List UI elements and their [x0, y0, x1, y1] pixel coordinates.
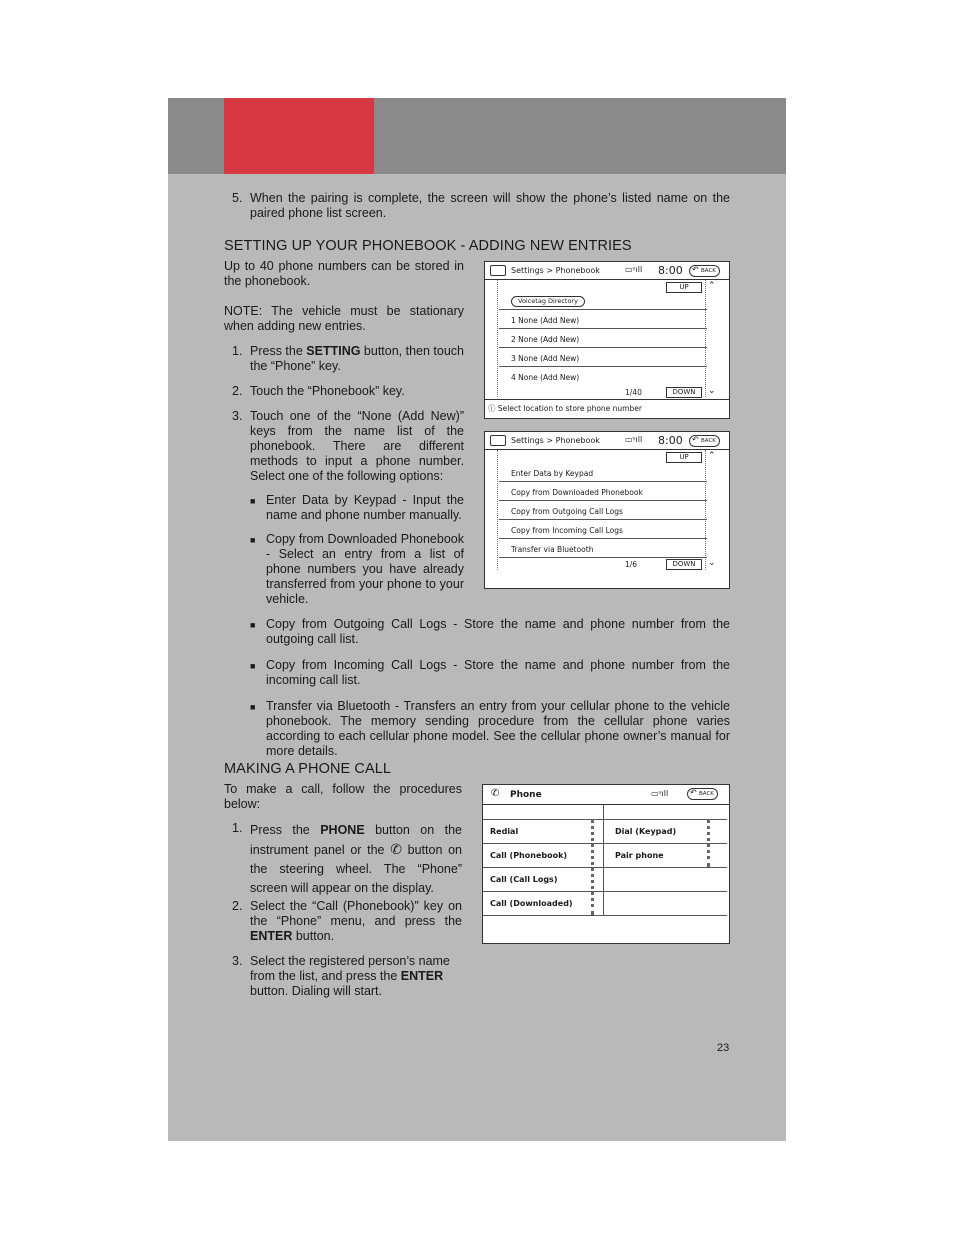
- phonebook-screen: [484, 261, 730, 419]
- step-2-text: Touch the “Phonebook” key.: [250, 384, 405, 398]
- list-item[interactable]: 2 None (Add New): [499, 329, 707, 348]
- scroll-down-icon[interactable]: ⌄: [708, 386, 716, 396]
- call-downloaded-button[interactable]: Call (Downloaded): [490, 899, 573, 908]
- pair-phone-button[interactable]: Pair phone: [615, 851, 664, 860]
- redial-button[interactable]: Redial: [490, 827, 519, 836]
- bullet-keypad: Enter Data by Keypad - Input the name and phone number manually.: [266, 493, 464, 522]
- list-item[interactable]: Enter Data by Keypad: [499, 463, 707, 482]
- settings-icon: [490, 435, 506, 446]
- battery-signal-icon: ▭ᵞıll: [651, 789, 669, 798]
- add-entry-screen: [484, 431, 730, 589]
- divider: [483, 915, 727, 916]
- call-step-2-number: 2.: [232, 899, 243, 913]
- clock: 8:00: [658, 264, 683, 277]
- call-step-3-text: Select the registered person’s name from the list, and press the ENTER button. Dialing will start.: [250, 954, 450, 998]
- bullet-marker: ■: [250, 620, 256, 630]
- section-tab: [224, 98, 374, 174]
- bullet-marker: ■: [250, 496, 256, 506]
- up-button[interactable]: UP: [666, 452, 702, 463]
- bullet-marker: ■: [250, 661, 256, 671]
- page-number: 23: [717, 1042, 730, 1054]
- screen-title: Phone: [510, 790, 542, 800]
- back-arrow-icon: ↶: [692, 435, 699, 444]
- call-intro: To make a call, follow the procedures below:: [224, 782, 462, 811]
- divider: [483, 819, 727, 820]
- phone-handset-icon: ✆: [390, 841, 402, 857]
- dial-keypad-button[interactable]: Dial (Keypad): [615, 827, 677, 836]
- left-scroll-track: [485, 450, 498, 570]
- back-arrow-icon: ↶: [692, 265, 699, 274]
- call-step-1-number: 1.: [232, 821, 243, 835]
- list-item[interactable]: Transfer via Bluetooth: [499, 539, 707, 558]
- column-divider: [603, 805, 604, 915]
- call-heading: MAKING A PHONE CALL: [224, 761, 392, 777]
- battery-signal-icon: ▭ᵞıll: [625, 435, 643, 444]
- right-column-scrollbar[interactable]: [707, 819, 713, 867]
- clock: 8:00: [658, 434, 683, 447]
- voicetag-row: [499, 293, 707, 310]
- step-3-number: 3.: [232, 409, 243, 423]
- step-1-number: 1.: [232, 344, 243, 358]
- list-item[interactable]: 1 None (Add New): [499, 310, 707, 329]
- back-button[interactable]: ↶ BACK: [689, 435, 720, 447]
- call-step-2-text: Select the “Call (Phonebook)” key on the “Phone” menu, and press the ENTER button.: [250, 899, 462, 943]
- call-step-3-number: 3.: [232, 954, 243, 968]
- list-item[interactable]: Copy from Outgoing Call Logs: [499, 501, 707, 520]
- back-button[interactable]: ↶ BACK: [689, 265, 720, 277]
- screen-header: [485, 262, 729, 280]
- bullet-marker: ■: [250, 702, 256, 712]
- step-5-number: 5.: [232, 191, 243, 205]
- call-step-1-text: Press the PHONE button on the instrument panel or the ✆ button on the steering wheel. The “Phone” screen will appear on the display.: [250, 823, 462, 895]
- screen-title: Settings > Phonebook: [511, 436, 600, 445]
- bullet-incoming: Copy from Incoming Call Logs - Store the name and phone number from the incoming call list.: [266, 658, 730, 687]
- divider: [483, 891, 727, 892]
- phonebook-intro: Up to 40 phone numbers can be stored in the phonebook.: [224, 259, 464, 288]
- phonebook-heading: SETTING UP YOUR PHONEBOOK - ADDING NEW ENTRIES: [224, 238, 632, 254]
- step-3-text: Touch one of the “None (Add New)” keys from the name list of the phonebook. There are different methods to input a phone number. Select one of the following options:: [250, 409, 464, 483]
- list-item[interactable]: Copy from Downloaded Phonebook: [499, 482, 707, 501]
- list-item[interactable]: Copy from Incoming Call Logs: [499, 520, 707, 539]
- phone-icon: ✆: [491, 788, 500, 799]
- bullet-marker: ■: [250, 535, 256, 545]
- manual-page: [168, 98, 786, 1141]
- phonebook-note: NOTE: The vehicle must be stationary when adding new entries.: [224, 304, 464, 333]
- call-call-logs-button[interactable]: Call (Call Logs): [490, 875, 558, 884]
- info-icon: ⓘ: [488, 404, 496, 413]
- divider: [483, 867, 727, 868]
- down-button[interactable]: DOWN: [666, 559, 702, 570]
- screen-header: [483, 785, 729, 805]
- bullet-bluetooth: Transfer via Bluetooth - Transfers an entry from your cellular phone to the vehicle phonebook. The memory sending procedure from the cellular phone varies according to each cellular phone model. See the cellular phone owner’s manual for more details.: [266, 699, 730, 758]
- battery-signal-icon: ▭ᵞıll: [625, 265, 643, 274]
- back-arrow-icon: ↶: [690, 788, 697, 797]
- status-footer: ⓘ Select location to store phone number: [488, 404, 642, 413]
- down-button[interactable]: DOWN: [666, 387, 702, 398]
- item-count: 1/40: [625, 388, 642, 397]
- step-5-text: When the pairing is complete, the screen will show the phone’s listed name on the paired phone list screen.: [250, 191, 730, 220]
- phone-menu-screen: [482, 784, 730, 944]
- list-item[interactable]: 3 None (Add New): [499, 348, 707, 367]
- list-item[interactable]: 4 None (Add New): [511, 373, 580, 382]
- voicetag-directory-button[interactable]: Voicetag Directory: [511, 296, 585, 307]
- step-2-number: 2.: [232, 384, 243, 398]
- item-count: 1/6: [625, 560, 638, 569]
- scroll-up-icon[interactable]: ⌃: [708, 451, 716, 461]
- divider: [483, 843, 727, 844]
- call-phonebook-button[interactable]: Call (Phonebook): [490, 851, 568, 860]
- step-1-text: Press the SETTING button, then touch the “Phone” key.: [250, 344, 465, 373]
- settings-icon: [490, 265, 506, 276]
- scroll-down-icon[interactable]: ⌄: [708, 558, 716, 568]
- screen-header: [485, 432, 729, 450]
- bullet-outgoing: Copy from Outgoing Call Logs - Store the name and phone number from the outgoing call list.: [266, 617, 730, 646]
- screen-title: Settings > Phonebook: [511, 266, 600, 275]
- up-button[interactable]: UP: [666, 282, 702, 293]
- scroll-up-icon[interactable]: ⌃: [708, 281, 716, 291]
- bullet-downloaded: Copy from Downloaded Phonebook - Select an entry from a list of phone numbers you have already transferred from your phone to your vehicle.: [266, 532, 464, 606]
- left-scroll-track: [485, 280, 498, 397]
- back-button[interactable]: ↶ BACK: [687, 788, 718, 800]
- divider: [485, 399, 729, 400]
- left-column-scrollbar[interactable]: [591, 819, 597, 915]
